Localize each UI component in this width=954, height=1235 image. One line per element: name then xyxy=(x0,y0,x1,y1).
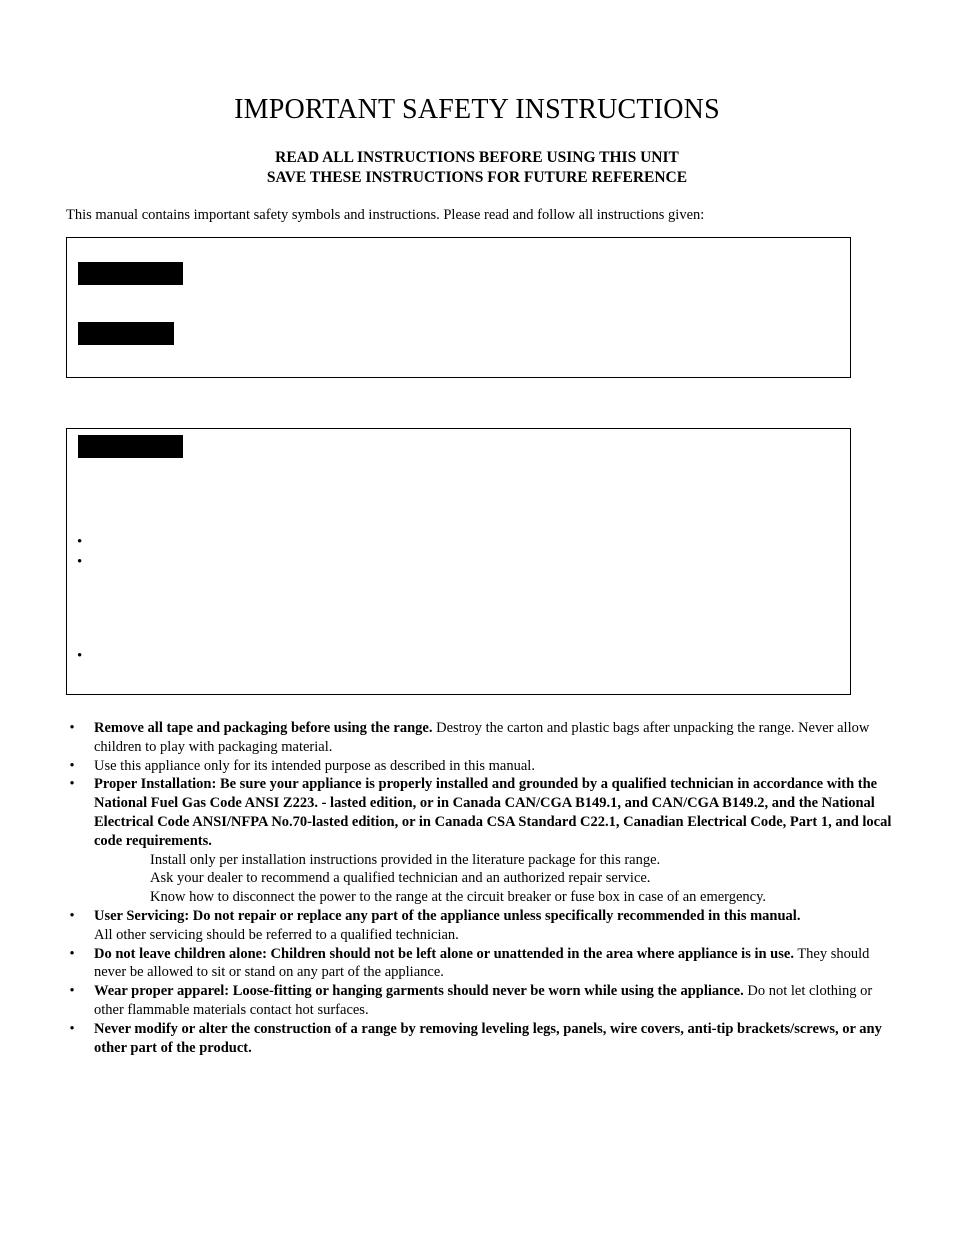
bullet-mark: • xyxy=(69,945,75,962)
bullet-mark: • xyxy=(69,776,75,793)
safety-bullet-list xyxy=(66,719,896,1057)
item-text: Use this appliance only for its intended purpose as described in this manual. xyxy=(94,757,535,774)
subtitle-read-all: READ ALL INSTRUCTIONS BEFORE USING THIS UNIT xyxy=(275,149,679,166)
sub-instruction-1: Install only per installation instructions provided in the literature package for this range. xyxy=(150,851,661,868)
page-title: IMPORTANT SAFETY INSTRUCTIONS xyxy=(234,94,720,125)
bullet-mark: • xyxy=(77,534,83,550)
item-bold-text: : Be sure your appliance is properly installed and grounded by a qualified technician in accordance with the National Fuel Gas Code ANSI Z223. - lasted edition, or in Canada CAN/CGA B149.1, and CAN/CGA B149.2, and the National Electrical Code ANSI/NFPA No.70-lasted edition, or in Canada CSA Standard C22.1, Canadian Electrical Code, Part 1, and local code requirements. xyxy=(94,776,892,849)
item-bold-text: Wear proper apparel: Loose-fitting or hanging garments should never be worn while using the appliance. xyxy=(94,983,744,1000)
list-item xyxy=(66,1020,896,1058)
list-item xyxy=(66,907,896,945)
bullet-mark: • xyxy=(69,720,75,736)
item-bold-text: : Do not repair or replace any part of the appliance unless specifically recommended in this manual. xyxy=(184,907,801,924)
item-bold-label: Proper Installation xyxy=(94,776,212,793)
redacted-label-3 xyxy=(78,435,183,458)
redacted-label-2 xyxy=(78,322,174,345)
bullet-mark: • xyxy=(69,907,75,924)
item-bold-text: Never modify or alter the construction of a range by removing leveling legs, panels, wire covers, anti-tip brackets/screws, or any other part of the product. xyxy=(94,1020,882,1056)
bullet-mark: • xyxy=(69,983,75,1000)
item-bold-text: Remove all tape and packaging before using the range. xyxy=(94,720,433,736)
intro-paragraph: This manual contains important safety symbols and instructions. Please read and follow all instructions given: xyxy=(66,207,705,223)
item-bold-text: Do not leave children alone: Children should not be left alone or unattended in the area where appliance is in use. xyxy=(94,945,794,962)
item-text: All other servicing should be referred to a qualified technician. xyxy=(94,926,459,943)
list-item xyxy=(66,719,896,757)
list-item xyxy=(66,945,896,983)
bullet-mark: • xyxy=(77,648,83,664)
subtitle-save: SAVE THESE INSTRUCTIONS FOR FUTURE REFERENCE xyxy=(266,169,688,186)
item-text: Do not let clothing or other flammable materials contact hot surfaces. xyxy=(94,983,873,1018)
redacted-label-1 xyxy=(78,262,183,285)
bullet-mark: • xyxy=(77,554,83,570)
warning-box xyxy=(66,428,851,695)
item-text: They should never be allowed to sit or stand on any part of the appliance. xyxy=(94,945,870,981)
list-item xyxy=(66,775,896,907)
list-item xyxy=(66,982,896,1020)
item-bold-label: User Servicing xyxy=(94,907,185,924)
item-text: Destroy the carton and plastic bags after unpacking the range. Never allow children to play with packaging material. xyxy=(94,720,870,755)
bullet-mark: • xyxy=(69,757,75,774)
sub-instruction-3: Know how to disconnect the power to the range at the circuit breaker or fuse box in case of an emergency. xyxy=(150,889,767,906)
sub-instruction-2: Ask your dealer to recommend a qualified technician and an authorized repair service. xyxy=(150,870,651,887)
safety-symbols-box xyxy=(66,237,851,378)
list-item xyxy=(66,757,896,776)
bullet-mark: • xyxy=(69,1020,75,1037)
